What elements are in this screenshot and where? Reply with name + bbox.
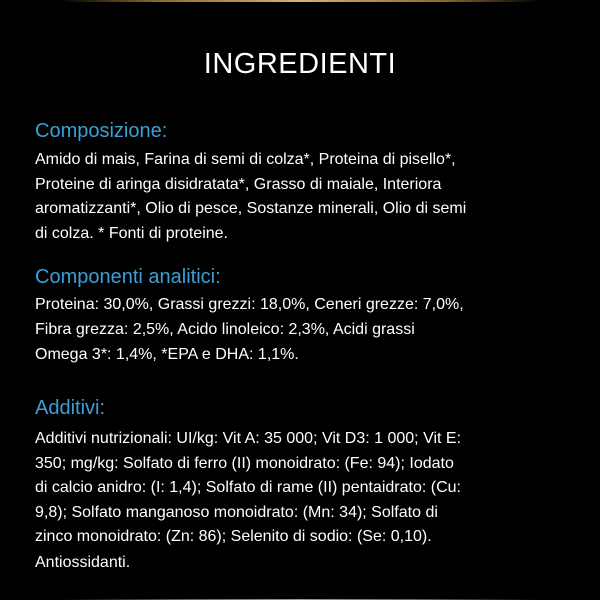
additivi-section xyxy=(35,395,570,575)
additivi-line: di calcio anidro: (I: 1,4); Solfato di rame (II) pentaidrato: (Cu: xyxy=(35,479,461,496)
composizione-line: Amido di mais, Farina di semi di colza*, Proteina di pisello*, xyxy=(35,151,456,168)
composizione-text xyxy=(35,148,570,246)
composizione-heading: Composizione: xyxy=(35,120,168,142)
composizione-line: aromatizzanti*, Olio di pesce, Sostanze minerali, Olio di semi xyxy=(35,200,467,217)
additivi-heading: Additivi: xyxy=(35,397,106,419)
top-gold-divider xyxy=(60,0,540,2)
analitici-line: Proteina: 30,0%, Grassi grezzi: 18,0%, Ceneri grezze: 7,0%, xyxy=(35,296,464,313)
componenti-analitici-text xyxy=(35,293,570,342)
composizione-line: di colza. * Fonti di proteine. xyxy=(35,224,228,242)
page-title: INGREDIENTI xyxy=(203,48,397,80)
additivi-line: 350; mg/kg: Solfato di ferro (II) monoidrato: (Fe: 94); Iodato xyxy=(35,454,454,472)
componenti-analitici-section xyxy=(35,264,570,368)
componenti-analitici-heading: Componenti analitici: xyxy=(35,266,221,288)
composizione-line: Proteine di aringa disidratata*, Grasso di maiale, Interiora xyxy=(35,175,442,193)
componenti-analitici-tail: Omega 3*: 1,4%, *EPA e DHA: 1,1%. xyxy=(35,346,299,363)
additivi-line: Additivi nutrizionali: UI/kg: Vit A: 35 000; Vit D3: 1 000; Vit E: xyxy=(35,430,462,447)
additivi-text xyxy=(35,427,570,550)
additivi-line: zinco monoidrato: (Zn: 86); Selenito di sodio: (Se: 0,10). xyxy=(35,528,432,545)
composizione-section xyxy=(35,118,570,246)
additivi-line: 9,8); Solfato manganoso monoidrato: (Mn: 34); Solfato di xyxy=(35,503,438,521)
additivi-tail: Antiossidanti. xyxy=(35,553,131,571)
analitici-line: Fibra grezza: 2,5%, Acido linoleico: 2,3%, Acidi grassi xyxy=(35,320,415,338)
